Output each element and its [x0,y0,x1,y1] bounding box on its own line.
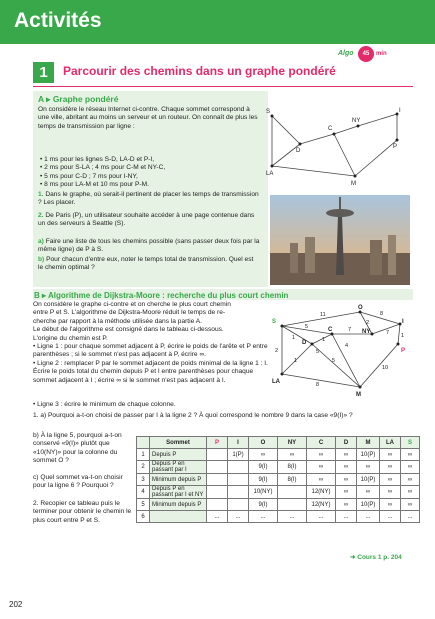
svg-text:11: 11 [320,312,326,318]
bullet-3: • 5 ms pour C-D ; 7 ms pour I-NY, [40,172,138,180]
node-i2: I [402,319,404,325]
svg-text:4: 4 [345,343,349,349]
question-a2a: a) Faire une liste de tous les chemins possible (sans passer deux fois par la même ligne) de P à S. [38,238,260,254]
svg-text:8: 8 [316,382,320,388]
section-b-bullet-3: • Ligne 3 : écrire le minimum de chaque colonne. [33,401,176,408]
bullet-2: • 2 ms pour S-LA ; 4 ms pour C-M et NY-C, [40,164,166,172]
node-d: D [296,148,301,154]
activity-title: Parcourir des chemins dans un graphe pondéré [63,64,336,78]
svg-text:10: 10 [382,365,389,371]
activity-number: 1 [33,62,54,83]
section-a-intro: On considère le réseau Internet ci-contre. Chaque sommet correspond à une ville, abritant au moins un serveur et un routeur. On connaît de plus les temps de transmission par ligne : [38,106,258,130]
seattle-photo [270,195,410,285]
time-unit: min [376,51,387,57]
page-header [0,0,435,44]
svg-text:1: 1 [401,333,405,339]
graph-network-1 [262,104,412,194]
table-row: 6 ... ... ... ... ... ... ... ... ... [137,511,420,523]
space-needle-illustration [270,195,410,285]
page-number: 202 [9,600,23,609]
section-b-intro: On considère le graphe ci-contre et on cherche le plus court chemin entre P et S. L'algorithme de Dijkstra-Moore réduit le temps de re- cherche par rapport à la méthode utilisée dans la partie A. Le début de l'algorithme est consigné dans le tableau ci-dessous. L'origine du chemin est P. [33,301,231,342]
course-reference-link[interactable]: ➜ Cours 1 p. 204 [350,554,402,561]
node-p: P [393,144,398,150]
timer-badge [358,46,374,62]
section-b-title: B ▸ Algorithme de Dijkstra-Moore : recherche du plus court chemin [34,291,289,300]
node-la2: LA [272,379,280,385]
dijkstra-table [136,436,420,523]
node-s2: S [272,319,277,325]
question-b2: 2. Recopier ce tableau puis le terminer pour obtenir le chemin le plus court entre P et S. [33,500,132,524]
svg-text:1: 1 [322,337,326,343]
svg-text:7: 7 [386,330,390,336]
node-c2: C [328,327,333,333]
node-o: O [358,305,363,311]
question-b1b: b) À la ligne 5, pourquoi a-t-on conservé «9(I)» plutôt que «10(NY)» pour la colonne du sommet O ? [33,432,122,465]
title-divider [33,86,413,87]
graph-network-2 [270,302,413,402]
question-b1c: c) Quel sommet va-t-on choisir pour la ligne 6 ? Pourquoi ? [33,474,123,490]
bullet-1: • 1 ms pour les lignes S-D, LA-D et P-I, [40,156,155,163]
section-a-bullets [40,156,262,190]
svg-text:1: 1 [292,335,296,341]
question-a1: 1. Dans le graphe, où serait-il pertinent de placer les temps de transmission ? Les placer. [38,191,259,207]
table-row: 2 Depuis P en passant par I 9(I) 8(I) ∞ ∞ ∞ ∞ ∞ [137,461,420,474]
node-s: S [266,109,271,115]
page-title: Activités [14,9,102,32]
node-c: C [328,126,333,132]
node-la: LA [266,171,274,177]
svg-text:7: 7 [348,327,352,333]
table-row: 4 Depuis P en passant par I et NY 10(NY) 12(NY) ∞ ∞ ∞ ∞ [137,486,420,499]
question-b1a: 1. a) Pourquoi a-t-on choisi de passer par I à la ligne 2 ? À quoi correspond le nombre 9 dans la case «9(I)» ? [33,412,353,419]
node-d2: D [302,340,307,346]
node-ny: NY [352,118,361,124]
node-i: I [399,108,401,114]
time-value: 45 [362,51,370,57]
section-b-bullet-2: • Ligne 2 : remplacer P par le sommet adjacent de poids minimal de la ligne 1 : I. Écrire le poids total du chemin depuis P et I entre parenthèses pour chaque sommet adjacent à I ; écrire ∞ si le sommet n'est pas adjacent à I. [33,360,268,384]
svg-text:5: 5 [316,349,320,355]
section-b-bullet-1: • Ligne 1 : pour chaque sommet adjacent à P, écrire le poids de l'arête et P entre parenthèses ; si le sommet n'est pas adjacent à P, écrire ∞. [33,343,268,359]
node-m2: M [356,392,361,398]
svg-text:5: 5 [305,324,309,330]
node-m: M [351,181,356,187]
svg-text:2: 2 [366,320,370,326]
section-a-title: A ▸ Graphe pondéré [38,94,119,104]
svg-text:5: 5 [332,358,336,364]
table-row: 5 Minimum depuis P 9(I) 12(NY) ∞ 10(P) ∞ ∞ [137,499,420,511]
svg-text:2: 2 [275,348,279,354]
table-row: 1 Depuis P 1(P) ∞ ∞ ∞ ∞ 10(P) ∞ ∞ [137,449,420,461]
table-header-row: Sommet P I O NY C D M LA S [137,437,420,449]
svg-text:1: 1 [294,358,298,364]
question-a2: 2. De Paris (P), un utilisateur souhaite accéder à une page contenue dans un des serveurs à Seattle (S). [38,212,255,228]
node-p2: P [401,348,406,354]
algo-label: Algo [338,50,354,57]
table-row: 3 Minimum depuis P 9(I) 8(I) ∞ ∞ 10(P) ∞ ∞ [137,474,420,486]
bullet-4: • 8 ms pour LA-M et 10 ms pour P-M. [40,181,149,189]
node-ny2: NY [362,329,371,335]
svg-text:8: 8 [380,311,384,317]
question-a2b: b) Pour chacun d'entre eux, noter le temps total de transmission. Quel est le chemin optimal ? [38,256,254,272]
